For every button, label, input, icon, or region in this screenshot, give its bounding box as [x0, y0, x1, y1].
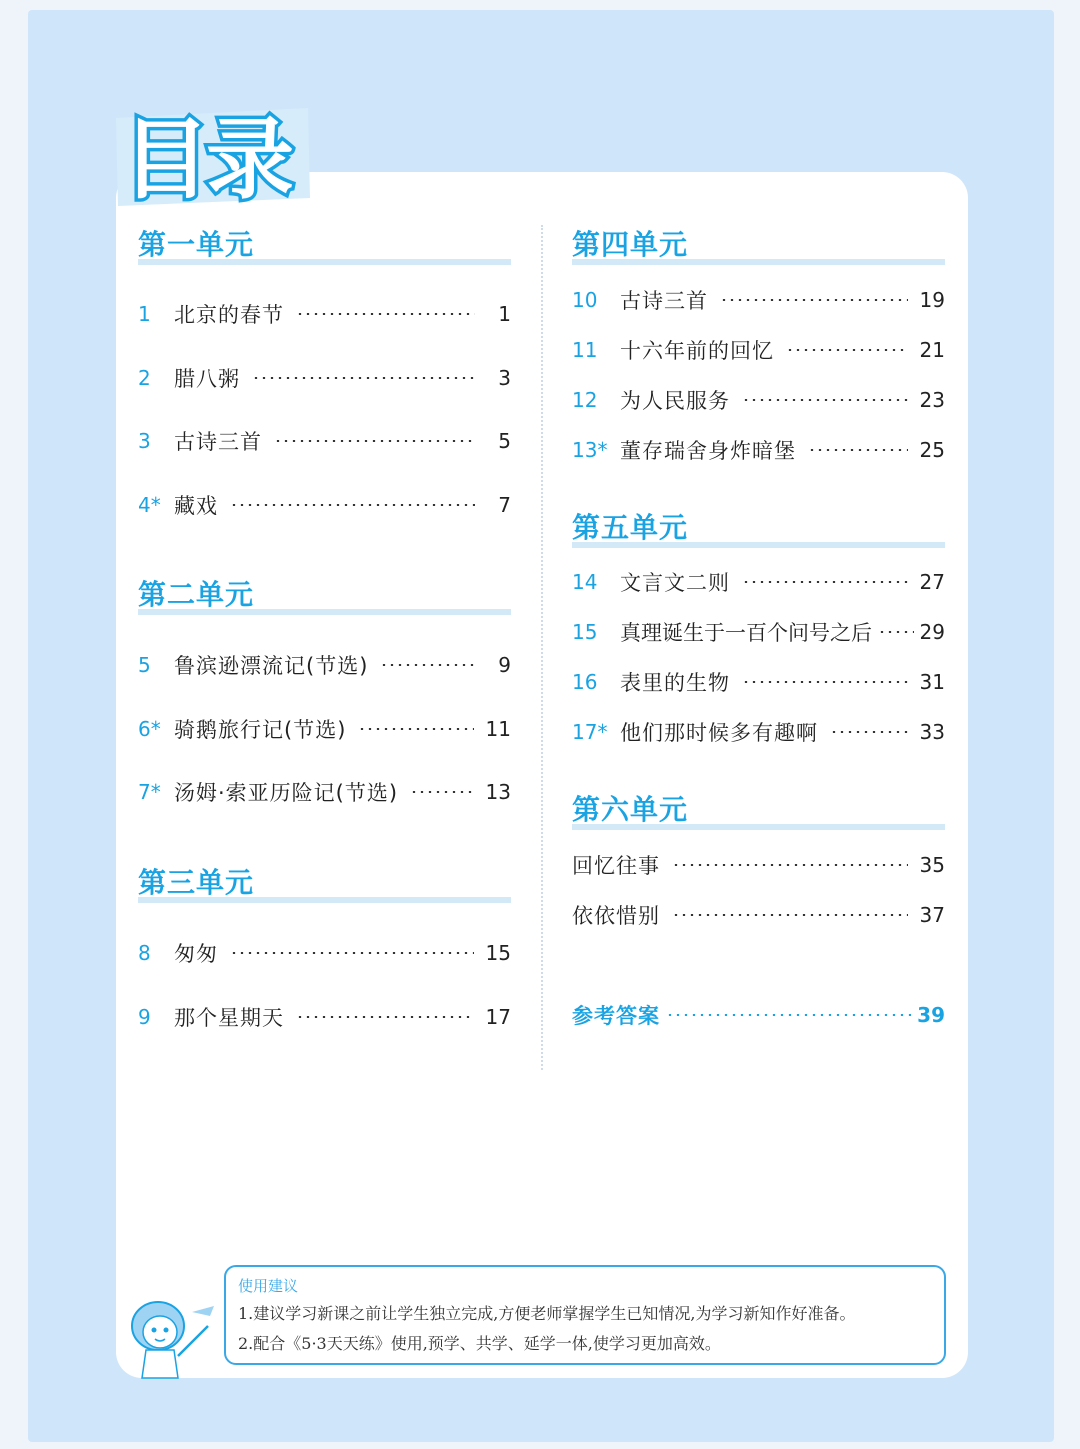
- unit-3: [138, 863, 511, 903]
- lesson-number: 10: [572, 288, 598, 312]
- toc-entry[interactable]: [138, 650, 511, 680]
- answers-title: 参考答案: [572, 1004, 660, 1028]
- page-number: 37: [919, 903, 945, 927]
- lesson-title: 那个星期天: [174, 1006, 284, 1030]
- tips-line-1: 1.建议学习新课之前让学生独立完成,方便老师掌握学生已知情况,为学习新知作好准备。: [238, 1304, 856, 1323]
- lesson-number: 7*: [138, 780, 161, 804]
- leader-dots: [830, 731, 908, 733]
- unit-5: [572, 508, 945, 548]
- lesson-title: 表里的生物: [620, 671, 730, 695]
- leader-dots: [252, 377, 475, 379]
- lesson-number: 11: [572, 338, 598, 362]
- leader-dots: [672, 914, 908, 916]
- lesson-number: 12: [572, 388, 598, 412]
- leader-dots: [742, 681, 908, 683]
- unit-header: [138, 575, 511, 615]
- lesson-number: 13*: [572, 438, 608, 462]
- tips-line-2: 2.配合《5·3天天练》使用,预学、共学、延学一体,使学习更加高效。: [238, 1334, 721, 1353]
- leader-dots: [742, 399, 908, 401]
- toc-entry[interactable]: [138, 938, 511, 968]
- page-number: 21: [919, 338, 945, 362]
- page-number: 5: [498, 429, 511, 453]
- leader-dots: [230, 504, 475, 506]
- tips-title: 使用建议: [238, 1277, 299, 1295]
- unit-title: 第六单元: [572, 793, 689, 826]
- leader-dots: [808, 449, 908, 451]
- unit-4: [572, 225, 945, 265]
- toc-entry[interactable]: [138, 299, 511, 329]
- lesson-number: 16: [572, 670, 598, 694]
- page-number: 35: [919, 853, 945, 877]
- toc-entry[interactable]: [138, 714, 511, 744]
- page-number: 29: [919, 620, 945, 644]
- leader-dots: [878, 631, 914, 633]
- leader-dots: [274, 440, 475, 442]
- unit-header: [138, 863, 511, 903]
- lesson-title: 十六年前的回忆: [620, 339, 774, 363]
- lesson-title: 汤姆·索亚历险记(节选): [174, 781, 399, 805]
- lesson-number: 8: [138, 941, 151, 965]
- unit-title: 第一单元: [138, 228, 255, 261]
- page-number: 31: [919, 670, 945, 694]
- lesson-title: 腊八粥: [174, 367, 240, 391]
- lesson-number: 14: [572, 570, 598, 594]
- lesson-number: 2: [138, 366, 151, 390]
- leader-dots: [296, 1016, 474, 1018]
- lesson-number: 15: [572, 620, 598, 644]
- lesson-title: 为人民服务: [620, 389, 730, 413]
- page-number: 3: [498, 366, 511, 390]
- leader-dots: [410, 791, 473, 793]
- lesson-number: 4*: [138, 493, 161, 517]
- lesson-title: 文言文二则: [620, 571, 730, 595]
- lesson-title: 他们那时候多有趣啊: [620, 721, 818, 745]
- page-number: 7: [498, 493, 511, 517]
- answers-entry[interactable]: [572, 1000, 945, 1030]
- page-number: 33: [919, 720, 945, 744]
- toc-entry[interactable]: [138, 1002, 511, 1032]
- leader-dots: [380, 664, 475, 666]
- page-number: 23: [919, 388, 945, 412]
- column-divider: [541, 225, 543, 1070]
- page-number: 17: [485, 1005, 511, 1029]
- lesson-title: 古诗三首: [620, 289, 708, 313]
- page-number: 1: [498, 302, 511, 326]
- toc-entry[interactable]: [572, 335, 945, 365]
- mascot-illustration: [122, 1292, 222, 1382]
- leader-dots: [358, 728, 473, 730]
- toc-entry[interactable]: [572, 667, 945, 697]
- page-number: 15: [485, 941, 511, 965]
- leader-dots: [230, 952, 474, 954]
- page-number: 19: [919, 288, 945, 312]
- lesson-number: 3: [138, 429, 151, 453]
- lesson-title: 藏戏: [174, 494, 218, 518]
- unit-title: 第三单元: [138, 866, 255, 899]
- leader-dots: [672, 864, 908, 866]
- toc-entry[interactable]: [572, 385, 945, 415]
- toc-entry[interactable]: [138, 426, 511, 456]
- page-number: 13: [485, 780, 511, 804]
- answers-page-number: 39: [917, 1003, 945, 1027]
- toc-entry[interactable]: [572, 617, 945, 647]
- unit-header: [572, 225, 945, 265]
- leader-dots: [720, 299, 908, 301]
- page-number: 27: [919, 570, 945, 594]
- unit-title: 第五单元: [572, 511, 689, 544]
- lesson-title: 董存瑞舍身炸暗堡: [620, 439, 796, 463]
- leader-dots: [296, 313, 475, 315]
- page-number: 11: [485, 717, 511, 741]
- toc-entry[interactable]: [572, 285, 945, 315]
- title-logo: [108, 98, 318, 210]
- lesson-title: 骑鹅旅行记(节选): [174, 718, 347, 742]
- toc-entry[interactable]: [572, 900, 945, 930]
- toc-entry[interactable]: [572, 850, 945, 880]
- toc-entry[interactable]: [138, 777, 511, 807]
- unit-1: [138, 225, 511, 265]
- lesson-title: 鲁滨逊漂流记(节选): [174, 654, 369, 678]
- lesson-title: 北京的春节: [174, 303, 284, 327]
- unit-header: [572, 790, 945, 830]
- leader-dots: [742, 581, 908, 583]
- lesson-number: 17*: [572, 720, 608, 744]
- unit-title: 第四单元: [572, 228, 689, 261]
- unit-2: [138, 575, 511, 615]
- unit-title: 第二单元: [138, 578, 255, 611]
- page-number: 25: [919, 438, 945, 462]
- toc-entry[interactable]: [138, 490, 511, 520]
- lesson-number: 5: [138, 653, 151, 677]
- unit-6: [572, 790, 945, 830]
- lesson-number: 1: [138, 302, 151, 326]
- unit-header: [138, 225, 511, 265]
- lesson-title: 回忆往事: [572, 854, 660, 878]
- toc-entry[interactable]: [572, 717, 945, 747]
- toc-entry[interactable]: [572, 567, 945, 597]
- toc-entry[interactable]: [572, 435, 945, 465]
- lesson-title: 古诗三首: [174, 430, 262, 454]
- leader-dots: [786, 349, 908, 351]
- page-number: 9: [498, 653, 511, 677]
- unit-header: [572, 508, 945, 548]
- page-title: 目录: [122, 108, 291, 210]
- lesson-number: 6*: [138, 717, 161, 741]
- lesson-number: 9: [138, 1005, 151, 1029]
- usage-tips-box: [224, 1265, 946, 1365]
- leader-dots: [666, 1014, 911, 1016]
- lesson-title: 匆匆: [174, 942, 218, 966]
- lesson-title: 真理诞生于一百个问号之后: [620, 621, 872, 645]
- lesson-title: 依依惜别: [572, 904, 660, 928]
- toc-entry[interactable]: [138, 363, 511, 393]
